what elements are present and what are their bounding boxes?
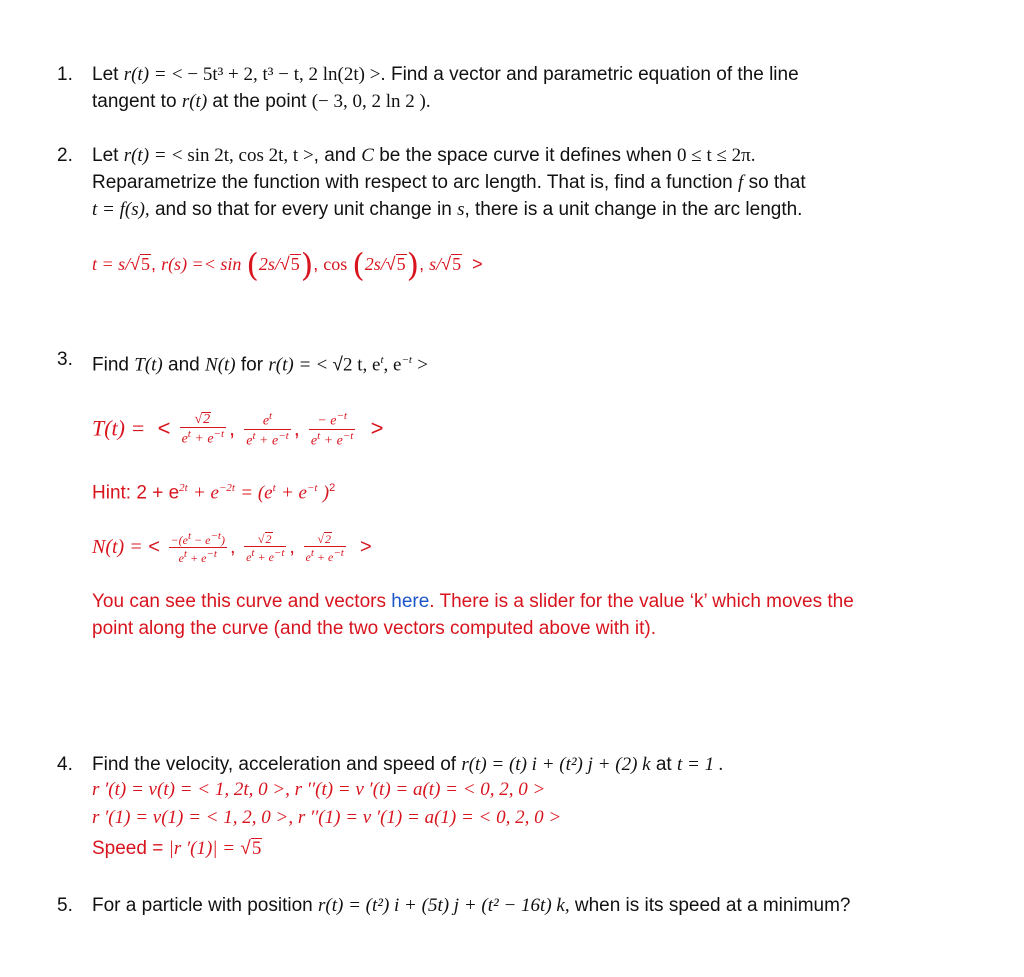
q4-line1 [92, 753, 724, 777]
q1-tail: . Find a vector and parametric equation of the line [380, 64, 799, 85]
q3-N-den2a: e [246, 549, 252, 564]
q2-answer-root3: 5 [396, 254, 406, 274]
q3-vec-c: , e [383, 354, 402, 376]
q3-T-num1: 2 [203, 411, 211, 427]
q2-s: s [457, 199, 465, 220]
q4-t1: t = 1 . [677, 754, 724, 775]
q3-number: 3. [57, 349, 73, 370]
q3-T-den2a: e [246, 433, 253, 449]
q3-vec-b: 2 t, e [343, 354, 381, 376]
q2-be: be the space curve it defines when [379, 145, 672, 166]
q3-hint: Hint: $2 + e^{2t} + e^{-2t} = (e^t + e^{-t}$ )$^2$ [92, 482, 336, 504]
q3-hint-a: Hint: 2 + e [92, 482, 180, 504]
q3-vec-close: > [417, 354, 428, 376]
q2-line2 [92, 171, 806, 195]
q2-answer-root1: 5 [141, 254, 151, 274]
q2-answer-t: t = s/ [92, 254, 131, 274]
q3-N-label: N(t) = [92, 535, 143, 558]
q2-answer-root4: 5 [452, 254, 462, 274]
q2-so-that: so that [748, 172, 806, 193]
q3-T-open: < [157, 415, 171, 441]
q3-N-answer: N(t) = < $\frac{-(e^t - e^{-t})}{e^t + e^{-t}}$ , $\frac{√2}{e^t + e^{-t}}$ , $\frac{√2}{e^t + e^{-t}}$ > [92, 530, 372, 566]
q3-hint-e: ) [322, 482, 330, 504]
q3-hint-c: = (e [240, 482, 273, 504]
q3-N-den1a: e [178, 551, 184, 566]
q1-let: Let [92, 64, 119, 85]
q4-speed-expr: |r ′(1)| = [168, 838, 236, 859]
q4-number: 4. [57, 754, 73, 775]
q2-answer: t = s/√5, r(s) =< sin (2s/√5), cos (2s/√5), s/√5 > [92, 246, 483, 284]
q3-T-den2b: e [271, 433, 279, 449]
q2-answer-cos: cos [323, 254, 348, 274]
q5-text: For a particle with position [92, 895, 313, 916]
q2-curve-c: C [361, 145, 374, 166]
q2-unit-change: and so that for every unit change in [154, 199, 452, 220]
q5-line1 [92, 894, 850, 918]
q3-N-num1c: ) [220, 533, 225, 547]
q2-tfs: t = f(s), [92, 199, 150, 220]
q3-N-close: > [359, 535, 372, 558]
q2-answer-arg1: 2s/ [258, 254, 280, 274]
q3-T-label: T(t) = [92, 415, 146, 441]
q3-N-den3a: e [305, 549, 311, 564]
q2-range: 0 ≤ t ≤ 2π. [677, 145, 756, 166]
q2-and: , and [313, 145, 356, 166]
q4-answer2: r ′(1) = v(1) = < 1, 2, 0 >, r ′′(1) = v ′(1) = a(1) = < 0, 2, 0 > [92, 807, 562, 828]
q3-note-b: . There is a slider for the value ‘k’ which moves the [429, 591, 854, 612]
q2-answer-root2: 5 [290, 254, 300, 274]
q3-T-den1a: e [181, 431, 188, 447]
q4-speed-root: 5 [251, 838, 262, 859]
q2-answer-close: > [472, 254, 483, 274]
q3-note-a: You can see this curve and vectors [92, 591, 386, 612]
q3-note-c: point along the curve (and the two vectors computed above with it). [92, 618, 656, 639]
q2-line1 [92, 144, 756, 168]
q3-N-num3: 2 [324, 531, 331, 546]
q5-tail: when is its speed at a minimum? [574, 895, 851, 916]
q2-vector: < sin 2t, cos 2t, t > [171, 145, 314, 166]
q4-text: Find the velocity, acceleration and speed of [92, 754, 457, 775]
q1-vector: < − 5t³ + 2, t³ − t, 2 ln(2t) > [171, 64, 381, 85]
q2-rt: r(t) = [123, 145, 167, 166]
q2-arc: , there is a unit change in the arc length. [464, 199, 803, 220]
q3-hint-b: + e [192, 482, 219, 504]
q4-answer1: r ′(t) = v(t) = < 1, 2t, 0 >, r ′′(t) = v ′(t) = a(t) = < 0, 2, 0 > [92, 779, 546, 800]
q3-vec-open: < [316, 354, 328, 376]
q3-for: for [240, 354, 264, 376]
q3-T-den3b: e [336, 433, 343, 449]
q1-rt: r(t) = [123, 64, 167, 85]
q3-T-answer: T(t) = < $\frac{√2}{e^t + e^{-t}}$ , $\frac{e^t}{e^t + e^{-t}}$ , $\frac{- e^{-t}}{e^t + e^{-t}}$ > [92, 410, 384, 449]
q2-answer-s: s/ [429, 254, 442, 274]
q3-hint-d: + e [280, 482, 307, 504]
q3-and: and [168, 354, 200, 376]
q1-rt2: r(t) [181, 91, 208, 112]
q2-f: f [738, 172, 744, 193]
q3-N-den2b: e [268, 549, 274, 564]
q5-expr: r(t) = (t²) i + (5t) j + (t² − 16t) k, [318, 895, 570, 916]
q3-N-den1b: e [201, 551, 207, 566]
q3-T-close: > [370, 415, 384, 441]
q3-T-den1b: e [207, 431, 214, 447]
here-link[interactable]: here [391, 591, 430, 612]
q2-answer-rs: r(s) =< sin [161, 254, 242, 274]
q3-N-num1b: − e [194, 533, 211, 547]
q3-T-num3: − e [317, 413, 337, 429]
q3-T-num2: e [262, 413, 270, 429]
q3-T: T(t) [134, 354, 163, 376]
q3-note-line1 [92, 590, 854, 614]
q3-N-open: < [148, 535, 160, 558]
q1-point: (− 3, 0, 2 ln 2 ). [311, 91, 431, 112]
q4-at: at [655, 754, 672, 775]
q1-at-point: at the point [212, 91, 307, 112]
q3-N-den3b: e [328, 549, 334, 564]
q1-number: 1. [57, 64, 73, 85]
q1-line2 [92, 90, 431, 114]
q4-expr: r(t) = (t) i + (t²) j + (2) k [461, 754, 651, 775]
q3-N: N(t) [205, 354, 236, 376]
q2-line3 [92, 198, 802, 222]
q4-speed-label: Speed = [92, 838, 164, 859]
q3-rt: r(t) = [268, 354, 312, 376]
q3-line1: Find T(t) and N(t) for r(t) = < √2 t, $e^t$, $e^{-t}$ > [92, 354, 428, 376]
q2-let: Let [92, 145, 119, 166]
q3-note-line2 [92, 617, 656, 641]
q3-find: Find [92, 354, 129, 376]
q2-answer-arg2: 2s/ [364, 254, 386, 274]
q1-line1 [92, 63, 799, 87]
q4-speed: Speed = |r ′(1)| = √5 [92, 838, 262, 859]
q3-N-num2: 2 [265, 531, 272, 546]
q2-number: 2. [57, 145, 73, 166]
q2-reparam: Reparametrize the function with respect to arc length. That is, find a function [92, 172, 733, 193]
q3-N-num1a: −(e [170, 533, 188, 547]
q1-tangent-to: tangent to [92, 91, 177, 112]
q3-T-den3a: e [310, 433, 318, 449]
q5-number: 5. [57, 895, 73, 916]
